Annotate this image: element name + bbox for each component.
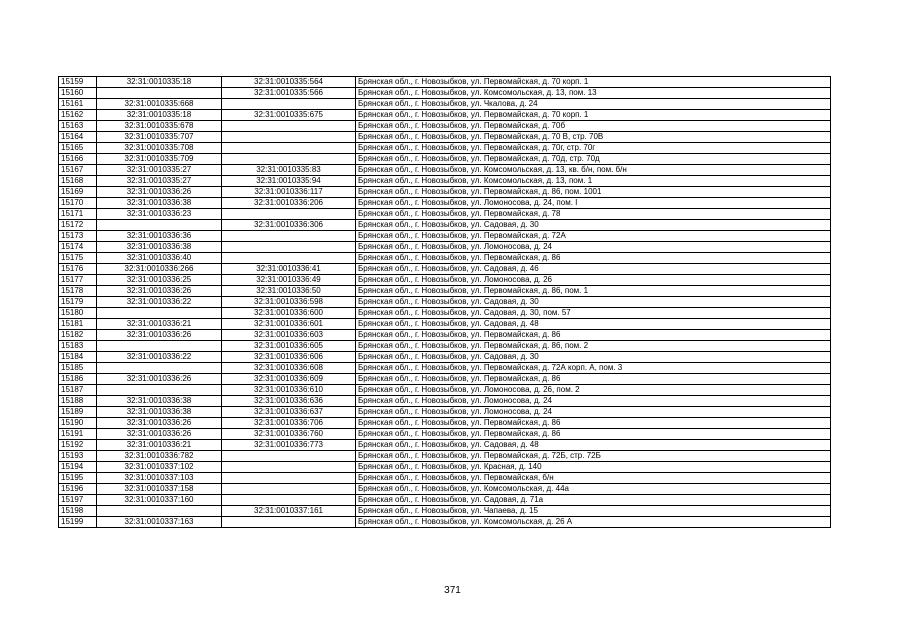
table-row <box>59 297 831 308</box>
parcel-cadastral-number-cell: 32:31:0010336:22 <box>97 352 222 363</box>
parcel-cadastral-number-cell: 32:31:0010336:26 <box>97 429 222 440</box>
object-cadastral-number-cell <box>222 473 356 484</box>
object-cadastral-number-cell: 32:31:0010336:206 <box>222 198 356 209</box>
object-cadastral-number-cell: 32:31:0010336:606 <box>222 352 356 363</box>
object-cadastral-number-cell: 32:31:0010336:117 <box>222 187 356 198</box>
object-cadastral-number-cell <box>222 143 356 154</box>
object-cadastral-number-cell <box>222 154 356 165</box>
object-cadastral-number-cell <box>222 484 356 495</box>
row-number-cell: 15192 <box>59 440 97 451</box>
row-number-cell: 15162 <box>59 110 97 121</box>
parcel-cadastral-number-cell <box>97 341 222 352</box>
parcel-cadastral-number-cell: 32:31:0010336:22 <box>97 297 222 308</box>
parcel-cadastral-number-cell: 32:31:0010336:23 <box>97 209 222 220</box>
object-cadastral-number-cell: 32:31:0010335:675 <box>222 110 356 121</box>
address-cell: Брянская обл., г. Новозыбков, ул. Чапаева, д. 15 <box>356 506 831 517</box>
address-cell: Брянская обл., г. Новозыбков, ул. Ломоносова, д. 24 <box>356 396 831 407</box>
table-row <box>59 132 831 143</box>
parcel-cadastral-number-cell: 32:31:0010335:708 <box>97 143 222 154</box>
object-cadastral-number-cell: 32:31:0010337:161 <box>222 506 356 517</box>
table-row <box>59 429 831 440</box>
address-cell: Брянская обл., г. Новозыбков, ул. Комсомольская, д. 13, пом. 13 <box>356 88 831 99</box>
table-row <box>59 418 831 429</box>
table-row <box>59 484 831 495</box>
address-cell: Брянская обл., г. Новозыбков, ул. Первомайская, д. 86, пом. 1 <box>356 286 831 297</box>
row-number-cell: 15171 <box>59 209 97 220</box>
row-number-cell: 15195 <box>59 473 97 484</box>
object-cadastral-number-cell: 32:31:0010336:601 <box>222 319 356 330</box>
address-cell: Брянская обл., г. Новозыбков, ул. Комсомольская, д. 13, кв. б/н, пом. б/н <box>356 165 831 176</box>
address-cell: Брянская обл., г. Новозыбков, ул. Ломоносова, д. 24 <box>356 242 831 253</box>
parcel-cadastral-number-cell: 32:31:0010335:678 <box>97 121 222 132</box>
object-cadastral-number-cell <box>222 132 356 143</box>
address-cell: Брянская обл., г. Новозыбков, ул. Красная, д. 140 <box>356 462 831 473</box>
address-cell: Брянская обл., г. Новозыбков, ул. Первомайская, д. 86 <box>356 374 831 385</box>
address-cell: Брянская обл., г. Новозыбков, ул. Ломоносова, д. 24 <box>356 407 831 418</box>
table-row <box>59 473 831 484</box>
row-number-cell: 15199 <box>59 517 97 528</box>
address-cell: Брянская обл., г. Новозыбков, ул. Чкалова, д. 24 <box>356 99 831 110</box>
address-cell: Брянская обл., г. Новозыбков, ул. Первомайская, д. 86 <box>356 330 831 341</box>
address-cell: Брянская обл., г. Новозыбков, ул. Первомайская, д. 86, пом. 2 <box>356 341 831 352</box>
parcel-cadastral-number-cell: 32:31:0010336:26 <box>97 418 222 429</box>
table-row <box>59 319 831 330</box>
address-cell: Брянская обл., г. Новозыбков, ул. Садовая, д. 48 <box>356 440 831 451</box>
object-cadastral-number-cell: 32:31:0010336:760 <box>222 429 356 440</box>
object-cadastral-number-cell: 32:31:0010336:609 <box>222 374 356 385</box>
row-number-cell: 15190 <box>59 418 97 429</box>
address-cell: Брянская обл., г. Новозыбков, ул. Первомайская, д. 86 <box>356 429 831 440</box>
parcel-cadastral-number-cell: 32:31:0010337:163 <box>97 517 222 528</box>
table-row <box>59 330 831 341</box>
address-cell: Брянская обл., г. Новозыбков, ул. Первомайская, д. 70д, стр. 70д <box>356 154 831 165</box>
table-row <box>59 220 831 231</box>
parcel-cadastral-number-cell: 32:31:0010336:36 <box>97 231 222 242</box>
parcel-cadastral-number-cell <box>97 385 222 396</box>
row-number-cell: 15175 <box>59 253 97 264</box>
parcel-cadastral-number-cell: 32:31:0010336:40 <box>97 253 222 264</box>
parcel-cadastral-number-cell: 32:31:0010336:21 <box>97 319 222 330</box>
object-cadastral-number-cell: 32:31:0010335:83 <box>222 165 356 176</box>
row-number-cell: 15170 <box>59 198 97 209</box>
row-number-cell: 15188 <box>59 396 97 407</box>
table-row <box>59 385 831 396</box>
parcel-cadastral-number-cell: 32:31:0010335:707 <box>97 132 222 143</box>
table-row <box>59 209 831 220</box>
table-row <box>59 253 831 264</box>
address-cell: Брянская обл., г. Новозыбков, ул. Первомайская, д. 86, пом. 1001 <box>356 187 831 198</box>
parcel-cadastral-number-cell: 32:31:0010336:38 <box>97 198 222 209</box>
parcel-cadastral-number-cell <box>97 308 222 319</box>
address-cell: Брянская обл., г. Новозыбков, ул. Первомайская, д. 70 В, стр. 70В <box>356 132 831 143</box>
table-row <box>59 462 831 473</box>
table-row <box>59 187 831 198</box>
address-cell: Брянская обл., г. Новозыбков, ул. Садовая, д. 48 <box>356 319 831 330</box>
object-cadastral-number-cell <box>222 517 356 528</box>
object-cadastral-number-cell: 32:31:0010336:773 <box>222 440 356 451</box>
table-row <box>59 143 831 154</box>
object-cadastral-number-cell: 32:31:0010336:600 <box>222 308 356 319</box>
row-number-cell: 15193 <box>59 451 97 462</box>
table-row <box>59 110 831 121</box>
row-number-cell: 15172 <box>59 220 97 231</box>
registry-table-body <box>59 77 831 528</box>
address-cell: Брянская обл., г. Новозыбков, ул. Ломоносова, д. 26, пом. 2 <box>356 385 831 396</box>
address-cell: Брянская обл., г. Новозыбков, ул. Комсомольская, д. 26 А <box>356 517 831 528</box>
row-number-cell: 15183 <box>59 341 97 352</box>
object-cadastral-number-cell <box>222 253 356 264</box>
table-row <box>59 396 831 407</box>
address-cell: Брянская обл., г. Новозыбков, ул. Первомайская, д. 70 корп. 1 <box>356 77 831 88</box>
parcel-cadastral-number-cell: 32:31:0010335:18 <box>97 77 222 88</box>
row-number-cell: 15185 <box>59 363 97 374</box>
object-cadastral-number-cell: 32:31:0010336:610 <box>222 385 356 396</box>
address-cell: Брянская обл., г. Новозыбков, ул. Первомайская, д. 70 корп. 1 <box>356 110 831 121</box>
object-cadastral-number-cell: 32:31:0010336:605 <box>222 341 356 352</box>
table-row <box>59 264 831 275</box>
parcel-cadastral-number-cell: 32:31:0010337:103 <box>97 473 222 484</box>
address-cell: Брянская обл., г. Новозыбков, ул. Первомайская, д. 72А корп. А, пом. 3 <box>356 363 831 374</box>
address-cell: Брянская обл., г. Новозыбков, ул. Первомайская, д. 72Б, стр. 72Б <box>356 451 831 462</box>
object-cadastral-number-cell: 32:31:0010336:41 <box>222 264 356 275</box>
row-number-cell: 15196 <box>59 484 97 495</box>
parcel-cadastral-number-cell: 32:31:0010336:38 <box>97 242 222 253</box>
table-row <box>59 242 831 253</box>
table-row <box>59 374 831 385</box>
address-cell: Брянская обл., г. Новозыбков, ул. Первомайская, б/н <box>356 473 831 484</box>
table-row <box>59 308 831 319</box>
row-number-cell: 15163 <box>59 121 97 132</box>
row-number-cell: 15180 <box>59 308 97 319</box>
row-number-cell: 15166 <box>59 154 97 165</box>
row-number-cell: 15174 <box>59 242 97 253</box>
registry-table <box>58 76 831 528</box>
parcel-cadastral-number-cell: 32:31:0010336:26 <box>97 374 222 385</box>
table-row <box>59 440 831 451</box>
table-row <box>59 451 831 462</box>
parcel-cadastral-number-cell: 32:31:0010336:782 <box>97 451 222 462</box>
object-cadastral-number-cell: 32:31:0010336:603 <box>222 330 356 341</box>
parcel-cadastral-number-cell <box>97 88 222 99</box>
address-cell: Брянская обл., г. Новозыбков, ул. Ломоносова, д. 24, пом. I <box>356 198 831 209</box>
parcel-cadastral-number-cell <box>97 506 222 517</box>
table-row <box>59 286 831 297</box>
row-number-cell: 15182 <box>59 330 97 341</box>
table-row <box>59 506 831 517</box>
address-cell: Брянская обл., г. Новозыбков, ул. Первомайская, д. 70г, стр. 70г <box>356 143 831 154</box>
row-number-cell: 15187 <box>59 385 97 396</box>
object-cadastral-number-cell <box>222 121 356 132</box>
parcel-cadastral-number-cell: 32:31:0010336:266 <box>97 264 222 275</box>
row-number-cell: 15168 <box>59 176 97 187</box>
address-cell: Брянская обл., г. Новозыбков, ул. Первомайская, д. 78 <box>356 209 831 220</box>
address-cell: Брянская обл., г. Новозыбков, ул. Садовая, д. 30 <box>356 297 831 308</box>
object-cadastral-number-cell <box>222 495 356 506</box>
row-number-cell: 15181 <box>59 319 97 330</box>
row-number-cell: 15160 <box>59 88 97 99</box>
row-number-cell: 15167 <box>59 165 97 176</box>
parcel-cadastral-number-cell: 32:31:0010336:26 <box>97 187 222 198</box>
table-row <box>59 77 831 88</box>
parcel-cadastral-number-cell: 32:31:0010335:27 <box>97 165 222 176</box>
table-row <box>59 99 831 110</box>
row-number-cell: 15191 <box>59 429 97 440</box>
address-cell: Брянская обл., г. Новозыбков, ул. Ломоносова, д. 26 <box>356 275 831 286</box>
row-number-cell: 15164 <box>59 132 97 143</box>
address-cell: Брянская обл., г. Новозыбков, ул. Садовая, д. 30 <box>356 352 831 363</box>
parcel-cadastral-number-cell: 32:31:0010337:102 <box>97 462 222 473</box>
object-cadastral-number-cell: 32:31:0010335:564 <box>222 77 356 88</box>
object-cadastral-number-cell: 32:31:0010335:94 <box>222 176 356 187</box>
object-cadastral-number-cell: 32:31:0010336:608 <box>222 363 356 374</box>
parcel-cadastral-number-cell: 32:31:0010336:25 <box>97 275 222 286</box>
table-row <box>59 352 831 363</box>
row-number-cell: 15179 <box>59 297 97 308</box>
object-cadastral-number-cell: 32:31:0010336:306 <box>222 220 356 231</box>
object-cadastral-number-cell <box>222 242 356 253</box>
address-cell: Брянская обл., г. Новозыбков, ул. Садовая, д. 30, пом. 57 <box>356 308 831 319</box>
table-row <box>59 341 831 352</box>
table-row <box>59 121 831 132</box>
row-number-cell: 15186 <box>59 374 97 385</box>
row-number-cell: 15189 <box>59 407 97 418</box>
address-cell: Брянская обл., г. Новозыбков, ул. Садовая, д. 71а <box>356 495 831 506</box>
row-number-cell: 15194 <box>59 462 97 473</box>
object-cadastral-number-cell: 32:31:0010336:50 <box>222 286 356 297</box>
object-cadastral-number-cell: 32:31:0010336:49 <box>222 275 356 286</box>
table-row <box>59 176 831 187</box>
address-cell: Брянская обл., г. Новозыбков, ул. Первомайская, д. 72А <box>356 231 831 242</box>
parcel-cadastral-number-cell: 32:31:0010335:668 <box>97 99 222 110</box>
table-row <box>59 517 831 528</box>
object-cadastral-number-cell: 32:31:0010335:566 <box>222 88 356 99</box>
address-cell: Брянская обл., г. Новозыбков, ул. Садовая, д. 46 <box>356 264 831 275</box>
object-cadastral-number-cell: 32:31:0010336:706 <box>222 418 356 429</box>
parcel-cadastral-number-cell: 32:31:0010337:160 <box>97 495 222 506</box>
parcel-cadastral-number-cell: 32:31:0010336:38 <box>97 396 222 407</box>
page-number: 371 <box>444 585 461 596</box>
table-row <box>59 363 831 374</box>
object-cadastral-number-cell <box>222 451 356 462</box>
table-row <box>59 495 831 506</box>
table-row <box>59 275 831 286</box>
address-cell: Брянская обл., г. Новозыбков, ул. Первомайская, д. 86 <box>356 418 831 429</box>
table-row <box>59 154 831 165</box>
parcel-cadastral-number-cell: 32:31:0010335:709 <box>97 154 222 165</box>
row-number-cell: 15161 <box>59 99 97 110</box>
row-number-cell: 15159 <box>59 77 97 88</box>
parcel-cadastral-number-cell: 32:31:0010336:26 <box>97 286 222 297</box>
object-cadastral-number-cell <box>222 462 356 473</box>
table-row <box>59 407 831 418</box>
parcel-cadastral-number-cell: 32:31:0010337:158 <box>97 484 222 495</box>
address-cell: Брянская обл., г. Новозыбков, ул. Садовая, д. 30 <box>356 220 831 231</box>
row-number-cell: 15178 <box>59 286 97 297</box>
row-number-cell: 15198 <box>59 506 97 517</box>
parcel-cadastral-number-cell <box>97 363 222 374</box>
object-cadastral-number-cell: 32:31:0010336:636 <box>222 396 356 407</box>
object-cadastral-number-cell: 32:31:0010336:598 <box>222 297 356 308</box>
table-row <box>59 231 831 242</box>
row-number-cell: 15177 <box>59 275 97 286</box>
row-number-cell: 15184 <box>59 352 97 363</box>
parcel-cadastral-number-cell: 32:31:0010336:21 <box>97 440 222 451</box>
parcel-cadastral-number-cell: 32:31:0010336:26 <box>97 330 222 341</box>
object-cadastral-number-cell <box>222 99 356 110</box>
row-number-cell: 15197 <box>59 495 97 506</box>
parcel-cadastral-number-cell: 32:31:0010335:27 <box>97 176 222 187</box>
address-cell: Брянская обл., г. Новозыбков, ул. Комсомольская, д. 13, пом. 1 <box>356 176 831 187</box>
row-number-cell: 15169 <box>59 187 97 198</box>
table-row <box>59 198 831 209</box>
object-cadastral-number-cell <box>222 209 356 220</box>
parcel-cadastral-number-cell <box>97 220 222 231</box>
parcel-cadastral-number-cell: 32:31:0010335:18 <box>97 110 222 121</box>
row-number-cell: 15173 <box>59 231 97 242</box>
address-cell: Брянская обл., г. Новозыбков, ул. Комсомольская, д. 44а <box>356 484 831 495</box>
object-cadastral-number-cell <box>222 231 356 242</box>
address-cell: Брянская обл., г. Новозыбков, ул. Первомайская, д. 86 <box>356 253 831 264</box>
row-number-cell: 15176 <box>59 264 97 275</box>
table-row <box>59 165 831 176</box>
row-number-cell: 15165 <box>59 143 97 154</box>
table-row <box>59 88 831 99</box>
address-cell: Брянская обл., г. Новозыбков, ул. Первомайская, д. 70б <box>356 121 831 132</box>
parcel-cadastral-number-cell: 32:31:0010336:38 <box>97 407 222 418</box>
object-cadastral-number-cell: 32:31:0010336:637 <box>222 407 356 418</box>
